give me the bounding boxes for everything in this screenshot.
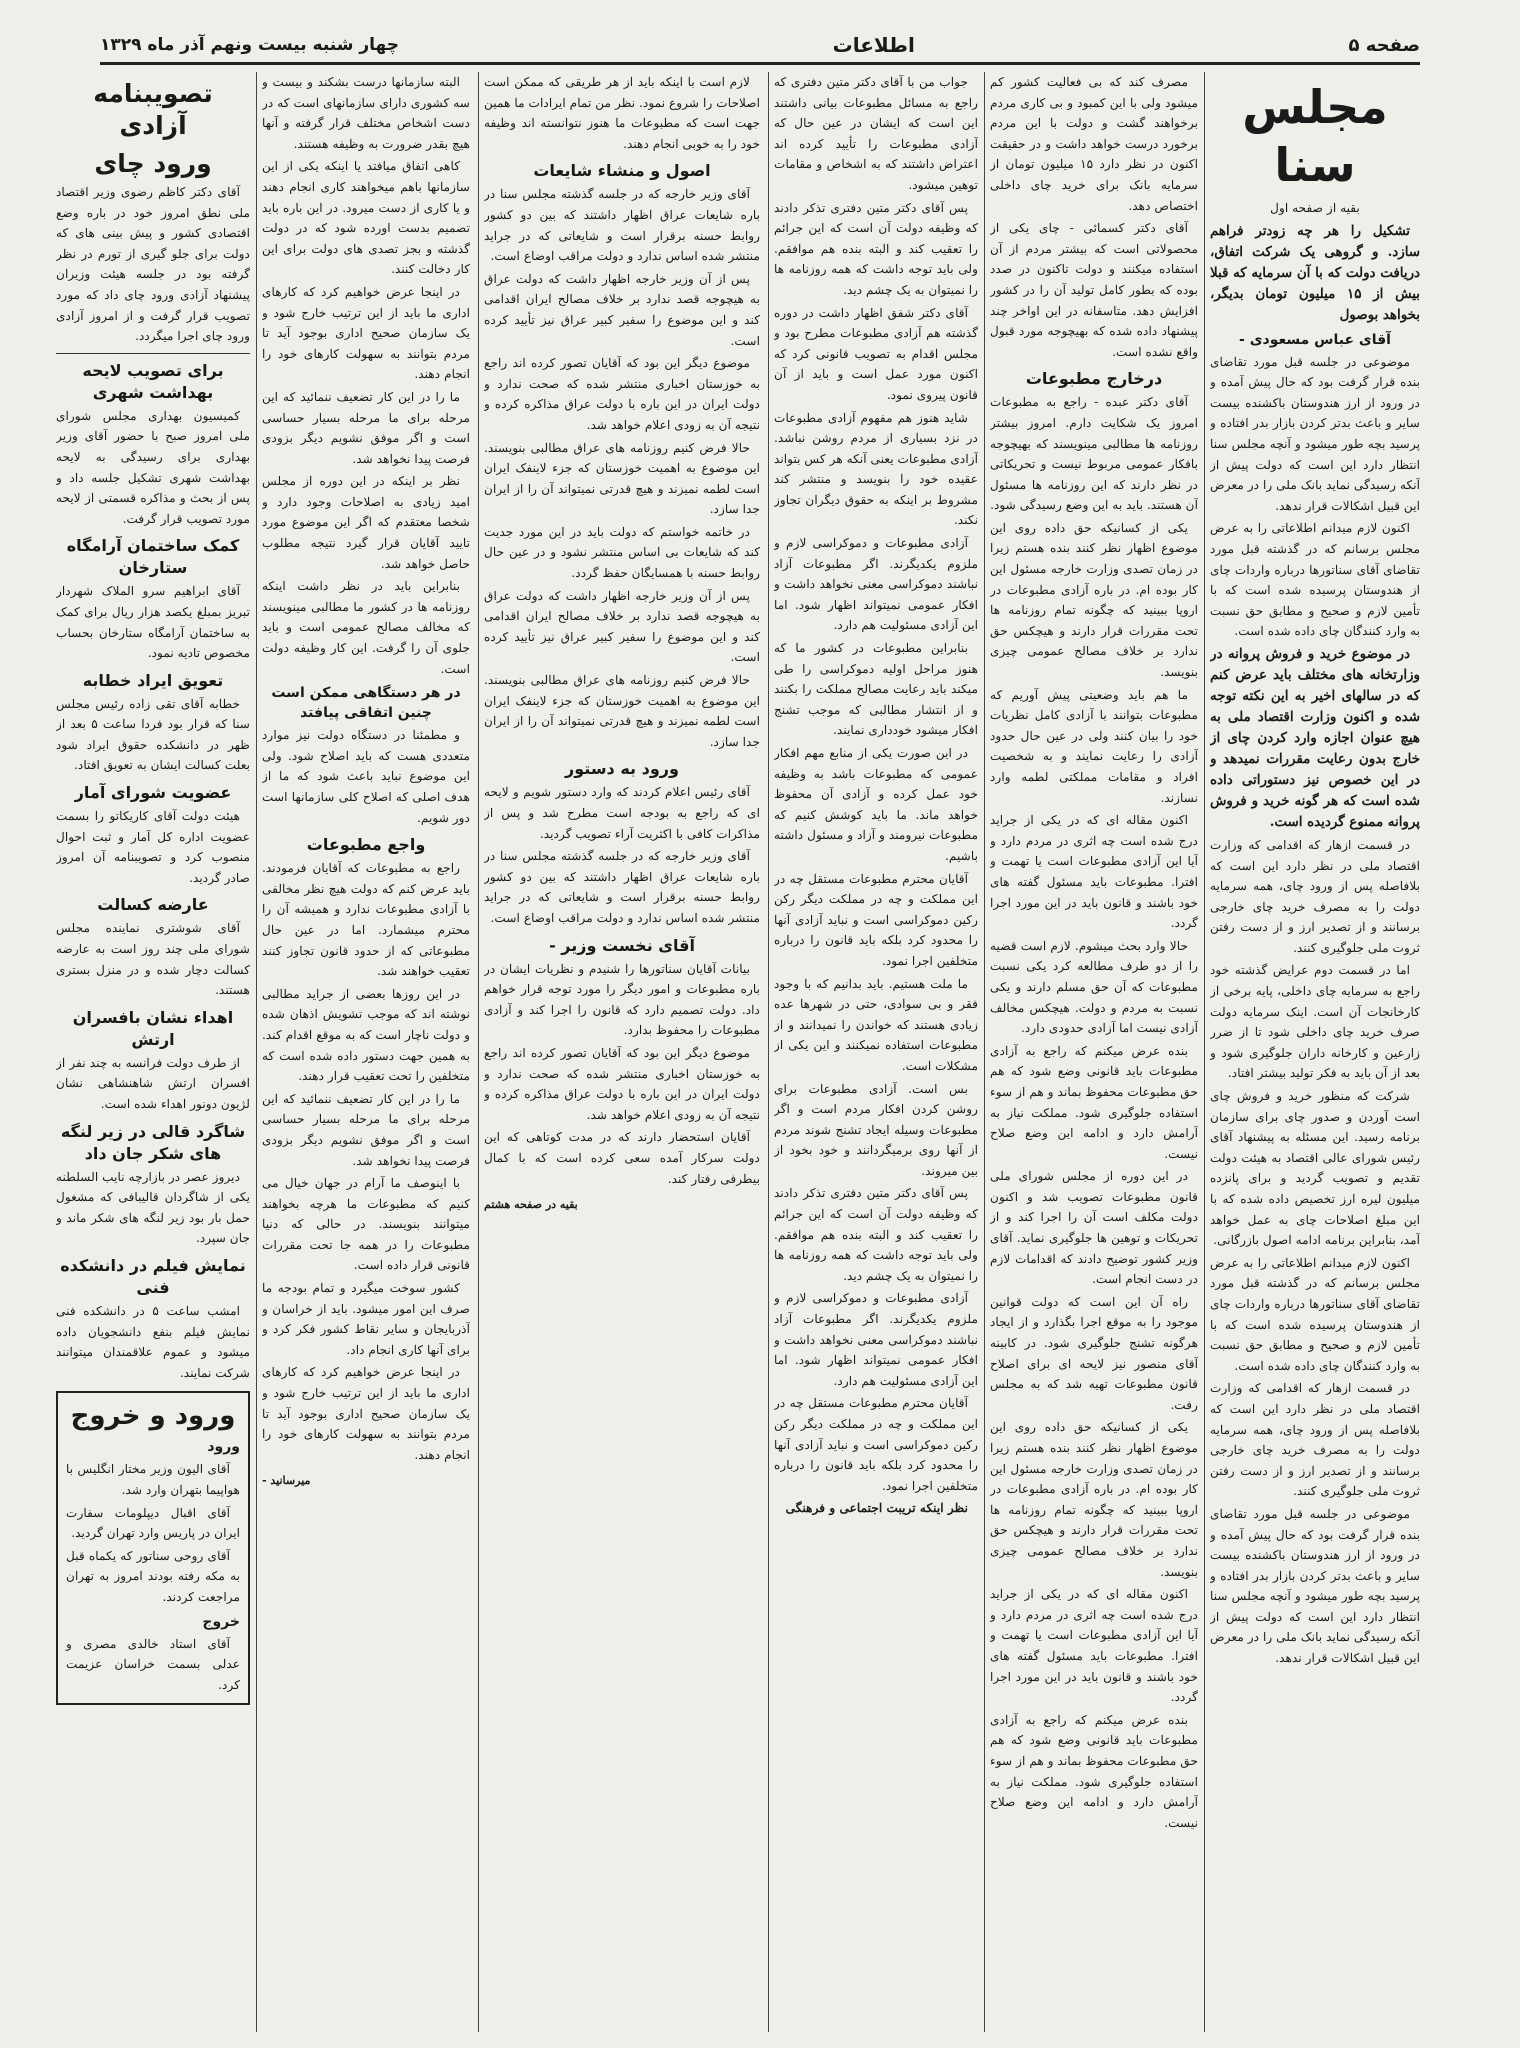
- column-5: [262, 72, 470, 2032]
- paragraph: شرکت که منظور خرید و فروش چای است آوردن و صدور چای برای سازمان برنامه رسید. این مسئله به پیشنهاد آقای رئیس شورای عالی اقتصاد به هیئت دولت تقدیم و تصویب گردید و برای پانزده میلیون لیره ارز تخصیص داده شده که با این مبلغ اصلاحات چای به عمل خواهد آمد، بنابراین برنامه ادامه اصول بازرگانی.: [1210, 1089, 1420, 1248]
- paragraph: آقای رئیس اعلام کردند که وارد دستور شویم و لایحه ای که راجع به بودجه است مطرح شد و پس از مذاکرات کافی با اکثریت آراء تصویب گردید.: [484, 785, 760, 841]
- subheading: در هر دستگاهی ممکن است چنین اتفاقی پیافتد: [271, 685, 461, 722]
- paragraph: در قسمت ازهار که اقدامی که وزارت اقتصاد ملی در نظر دارد این است که بلافاصله پس از ورود چای، همه سرمایه دولت را به مصرف خرید چای خارجی برسانند و از تصدیر ارز و از دست رفتن ثروت ملی جلوگیری کنند.: [1210, 1381, 1420, 1499]
- paragraph: ما را در این کار تضعیف ننمائید که این مرحله برای ما مرحله بسیار حساسی است و اگر موفق نشویم دیگر بزودی فرصت پیدا نخواهد شد.: [262, 389, 470, 466]
- paragraph: آقای دکتر کاظم رضوی وزیر اقتصاد ملی نطق امروز خود در باره وضع اقتصادی کشور و پیش بینی های که دولت برای جلو گیری از تورم در نظر گرفته بود در جلسه هیئت وزیران پیشنهاد آزادی ورود چای داد که مورد تصویب قرار گرفت و از امروز آزادی ورود چای اجرا میگردد.: [56, 185, 250, 344]
- paragraph: پس از آن وزیر خارجه اظهار داشت که دولت عراق به هیچوجه قصد ندارد بر خلاف مصالح ایران اقدامی کند و این موضوع را سفیر کبیر عراق نیز تأیید کرده است.: [484, 588, 760, 665]
- continued-note: بقیه از صفحه اول: [1270, 201, 1360, 215]
- subheading: عارضه کسالت: [97, 895, 209, 915]
- page-number: صفحه ۵: [1348, 34, 1420, 56]
- paragraph: آقای اقبال دیپلومات سفارت ایران در پاریس وارد تهران گردید.: [66, 1505, 240, 1541]
- paragraph: نظر اینکه تریبت اجتماعی و فرهنگی: [785, 1501, 968, 1516]
- subheading: درخارج مطبوعات: [1025, 369, 1163, 389]
- paragraph: لازم است با اینکه باید از هر طریقی که ممکن است اصلاحات را شروع نمود. نظر من تمام ایرادات ما همین جهت است که مطبوعات ما هنوز نتوانسته اند وظیفه خود را به خوبی انجام دهند.: [484, 75, 760, 151]
- paragraph: بنده عرض میکنم که راجع به آزادی مطبوعات باید قانونی وضع شود که هم حق مطبوعات محفوظ بماند و هم از سوء استفاده جلوگیری شود. مملکت نیاز به آرامش دارد و ادامه این وضع صلاح نیست.: [990, 1712, 1198, 1830]
- paragraph: در این صورت یکی از منابع مهم افکار عمومی که مطبوعات باشد به وظیفه خود عمل کرده و آزادی آن محفوظ خواهد ماند. ما باید کوشش کنیم که مطبوعات نیرومند و آزاد و مسئول داشته باشیم.: [774, 746, 978, 863]
- paragraph: اکنون مقاله ای که در یکی از جراید درج شده است چه اثری در مردم دارد و آیا این آزادی مطبوعات است یا تهمت و افترا. مطبوعات باید مسئول گفته های خود باشند و قانون باید در این مورد اجرا گردد.: [990, 813, 1198, 931]
- column-divider: [768, 72, 769, 2032]
- paragraph: امشب ساعت ۵ در دانشکده فنی نمایش فیلم بنفع دانشجویان داده میشود و عموم علاقمندان میتوانند شرکت نمایند.: [56, 1303, 250, 1380]
- paragraph: حالا فرض کنیم روزنامه های عراق مطالبی بنویسند. این موضوع به اهمیت خوزستان که جزء لاینفک ایران است لطمه نمیزند و هیچ قدرتی نمیتواند آن را از ایران جدا سازد.: [484, 673, 760, 749]
- paragraph: پس از آن وزیر خارجه اظهار داشت که دولت عراق به هیچوجه قصد ندارد بر خلاف مصالح ایران اقدامی کند و این موضوع را سفیر کبیر عراق نیز تأیید کرده است.: [484, 271, 760, 348]
- paragraph: شاید هنوز هم مفهوم آزادی مطبوعات در نزد بسیاری از مردم روشن نباشد. آزادی مطبوعات یعنی آنکه هر کس بتواند عقیده خود را بنویسد و منتشر کند مشروط بر اینکه به حقوق دیگران تجاوز نکند.: [774, 410, 978, 528]
- subheading: آقای عباس مسعودی -: [1239, 331, 1391, 348]
- paragraph: در قسمت ازهار که اقدامی که وزارت اقتصاد ملی در نظر دارد این است که بلافاصله پس از ورود چای، همه سرمایه دولت را به مصرف خرید چای خارجی برسانند و از تصدیر ارز و از دست رفتن ثروت ملی جلوگیری کنند.: [1210, 837, 1420, 955]
- continued-note: میرسانید -: [262, 1474, 311, 1488]
- paragraph: اکنون لازم میدانم اطلاعاتی را به عرض مجلس برسانم که در گذشته قبل مورد تقاضای آقای سناتورها درباره واردات چای از هندوستان پرسیده شده است که با تأمین لازم و صحیح و مطابق حق نسبت به وارد کنندگان چای داده شده است.: [1210, 1255, 1420, 1373]
- paragraph: خطابه آقای تقی زاده رئیس مجلس سنا که قرار بود فردا ساعت ۵ بعد از ظهر در دانشکده حقوق ایراد شود بعلت کسالت ایشان به تعویق افتاد.: [56, 696, 250, 773]
- column-divider: [984, 72, 985, 2032]
- arrivals-departures-box: [56, 1391, 250, 1705]
- paragraph: ما را در این کار تضعیف ننمائید که این مرحله برای ما مرحله بسیار حساسی است و اگر موفق نشویم دیگر بزودی فرصت پیدا نخواهد شد.: [262, 1091, 470, 1168]
- paragraph: در خاتمه خواستم که دولت باید در این مورد جدیت کند که شایعات بی اساس منتشر نشود و در عین حال روابط حسنه با همسایگان حفظ گردد.: [484, 524, 760, 581]
- paragraph: در اینجا عرض خواهیم کرد که کارهای اداری ما باید از این ترتیب خارج شود و یک سازمان صحیح اداری بوجود آید تا مردم بتوانند به سهولت کارهای خود را انجام دهند.: [262, 284, 470, 382]
- column-divider: [256, 72, 257, 2032]
- paragraph: بنده عرض میکنم که راجع به آزادی مطبوعات باید قانونی وضع شود که هم حق مطبوعات محفوظ بماند و هم از سوء استفاده جلوگیری شود. مملکت نیاز به آرامش دارد و ادامه این وضع صلاح نیست.: [990, 1043, 1198, 1161]
- paragraph: آقایان استحضار دارند که در مدت کوتاهی که این دولت سرکار آمده سعی کرده است که با کمال بیطرفی رفتار کند.: [484, 1130, 760, 1186]
- column-2: [990, 72, 1198, 2032]
- paragraph: تشکیل را هر چه زودتر فراهم سازد. و گروهی یک شرکت اتفاق، دریافت دولت که با آن سرمایه که قبلا بیش از ۱۵ میلیون تومان بدیگر، بخواهد بوصول: [1210, 222, 1420, 323]
- arrivals-departures-title: ورود و خروج: [70, 1401, 236, 1432]
- paragraph: آزادی مطبوعات و دموکراسی لازم و ملزوم یکدیگرند. اگر مطبوعات آزاد نباشند دموکراسی معنی نخواهد داشت و افکار عمومی نمیتواند اظهار شود. اما این آزادی مسئولیت هم دارد.: [774, 1291, 978, 1388]
- paragraph: یکی از کسانیکه حق داده روی این موضوع اظهار نظر کنند بنده هستم زیرا در زمان تصدی وزارت خارجه مسئول این کار بوده ام. در باره آزادی مطبوعات در اروپا ببینید که چگونه تمام روزنامه ها تحت مقررات قرار دارند و هیچکس حق ندارد بر خلاف مصالح عمومی چیزی بنویسد.: [990, 1420, 1198, 1579]
- departures-heading: خروج: [202, 1613, 240, 1630]
- paragraph: اکنون لازم میدانم اطلاعاتی را به عرض مجلس برسانم که در گذشته قبل مورد تقاضای آقای سناتورها درباره واردات چای از هندوستان پرسیده شده است که با تأمین لازم و صحیح و مطابق حق نسبت به وارد کنندگان چای داده شده است.: [1210, 521, 1420, 639]
- subheading: شاگرد قالی در زیر لنگه های شکر جان داد: [60, 1121, 246, 1163]
- paragraph: در این روزها بعضی از جراید مطالبی نوشته اند که موجب تشویش اذهان شده و دولت ناچار است که به موقع اقدام کند. به همین جهت دستور داده شده است که متخلفین را تحت تعقیب قرار دهند.: [262, 986, 470, 1084]
- paragraph: پس آقای دکتر متین دفتری تذکر دادند که وظیفه دولت آن است که این جرائم را تعقیب کند و البته بنده هم موافقم. ولی باید توجه داشت که همه روزنامه ها را نمیتوان به یک چشم دید.: [774, 1186, 978, 1283]
- paragraph: موضوع دیگر این بود که آقایان تصور کرده اند راجع به خوزستان اخباری منتشر شده که صحت ندارد و دولت ایران در این باره با دولت عراق مذاکره کرده و نتیجه آن به زودی اعلام خواهد شد.: [484, 1045, 760, 1122]
- subheading: کمک ساختمان آرامگاه ستارخان: [66, 536, 240, 578]
- paragraph: ما هم باید وضعیتی پیش آوریم که مطبوعات بتوانند با آزادی کامل نظریات خود را بیان کنند ولی در عین حال حدود آزادی را رعایت نمایند و به شخصیت افراد و مقامات مملکتی لطمه وارد نسازند.: [990, 687, 1198, 805]
- paragraph: حالا وارد بحث میشوم. لازم است قضیه را از دو طرف مطالعه کرد یکی نسبت مطبوعات که آن حق مسلم دارند و یکی نسبت به مردم و دولت. هیچکس مخالف آزادی نیست اما آزادی حدودی دارد.: [990, 938, 1198, 1036]
- paragraph: موضوعی در جلسه قبل مورد تقاضای بنده قرار گرفت بود که حال پیش آمده و در ورود از ارز هندوستان باکشنده بیست سایر و باعث بدتر کردن بازار بدر افتاده و پرسید بچه طور میشود و آنچه مجلس سنا انتظار دارد این است که دولت پیش از آنکه رسیدگی نماید بانک ملی را در معرض این قبیل اشکالات قرار ندهد.: [1210, 354, 1420, 513]
- paragraph: در این دوره از مجلس شورای ملی قانون مطبوعات تصویب شد و اکنون دولت مکلف است آن را اجرا کند و از تحریکات و توهین ها جلوگیری نماید. آقای وزیر کشور توضیح دادند که اقدامات لازم در دست انجام است.: [990, 1169, 1198, 1287]
- paragraph: موضوعی در جلسه قبل مورد تقاضای بنده قرار گرفت بود که حال پیش آمده و در ورود از ارز هندوستان باکشنده بیست سایر و باعث بدتر کردن بازار بدر افتاده و پرسید بچه طور میشود و آنچه مجلس سنا انتظار دارد این است که دولت پیش از آنکه رسیدگی نماید بانک ملی را در معرض این قبیل اشکالات قرار ندهد.: [1210, 1506, 1420, 1666]
- paper-name: اطلاعات: [832, 33, 915, 57]
- tea-import-box: [56, 78, 250, 354]
- paragraph: آزادی مطبوعات و دموکراسی لازم و ملزوم یکدیگرند. اگر مطبوعات آزاد نباشند دموکراسی معنی نخواهد داشت و افکار عمومی نمیتواند اظهار شود. اما این آزادی مسئولیت هم دارد.: [774, 536, 978, 633]
- paragraph: آقای دکتر شفق اظهار داشت در دوره گذشته هم آزادی مطبوعات مطرح بود و مجلس اقدام به تصویب قانونی کرد که اکنون مورد عمل است و باید از آن قانون پیروی نمود.: [774, 305, 978, 402]
- paragraph: اکنون مقاله ای که در یکی از جراید درج شده است چه اثری در مردم دارد و آیا این آزادی مطبوعات است یا تهمت و افترا. مطبوعات باید مسئول گفته های خود باشند و قانون باید در این مورد اجرا گردد.: [990, 1587, 1198, 1705]
- headline-tea-decree: تصویبنامه آزادی: [93, 79, 213, 140]
- subheading: اصول و منشاء شایعات: [533, 161, 711, 181]
- paragraph: راجع به مطبوعات که آقایان فرمودند. باید عرض کنم که دولت هیچ نظر مخالفی با آزادی مطبوعات ندارد و همیشه آن را محترم میشمارد. اما در عین حال مطبوعاتی که از حدود قانون تجاوز کنند تعقیب خواهند شد.: [262, 861, 470, 979]
- paragraph: در موضوع خرید و فروش پروانه در وزارتخانه های مختلف باید عرض کنم که در سالهای اخیر به این نکته توجه شده و اکنون وزارت اقتصاد ملی به هیچ عنوان اجازه وارد کردن چای از خارج بدون رعایت مقررات نمیدهد و در این خصوص نیز دستوراتی داده شده است که هر گونه خرید و فروش پروانه ممنوع گردیده است.: [1210, 645, 1420, 830]
- masthead: [100, 28, 1420, 65]
- column-senate: [1210, 72, 1420, 2032]
- subheading: اهداء نشان بافسران ارتش: [72, 1007, 234, 1049]
- paragraph: کاهی اتفاق میافتد یا اینکه یکی از این سازمانها باهم میخواهند کاری انجام دهند و یا کاری از دست میرود. در این باره باید تصمیم بدست اورده شود که در دولت گذشته و بجز تصدی های دولت برای این کار دخالت کنند.: [262, 159, 470, 277]
- column-news-briefs: [56, 72, 250, 2032]
- paragraph: البته سازمانها درست بشکند و بیست و سه کشوری دارای سازمانهای است که در دست اشخاص مختلف قرار گرفته و آنها هیچ بقدر ضرورت به وظیفه هستند.: [262, 75, 470, 151]
- subheading: نمایش فیلم در دانشکده فنی: [60, 1255, 246, 1297]
- paragraph: آقای وزیر خارجه که در جلسه گذشته مجلس سنا در باره شایعات عراق اظهار داشتند که بین دو کشور روابط حسنه برقرار است و شایعاتی که در جراید منتشر شده اساس ندارد و دولت مراقب اوضاع است.: [484, 849, 760, 925]
- paragraph: آقایان محترم مطبوعات مستقل چه در این مملکت و چه در مملکت دیگر رکن رکین دموکراسی است و نباید آزادی آنها را محدود کرد بلکه باید قانون را درباره متخلفین اجرا نمود.: [774, 871, 978, 968]
- subheading: برای تصویب لایحه بهداشت شهری: [82, 360, 224, 402]
- paragraph: بنابراین باید در نظر داشت اینکه روزنامه ها در کشور ما مطالبی مینویسند که مخالف مصالح عمومی است و باید جلوی آن را گرفت. این کار وظیفه دولت است.: [262, 579, 470, 676]
- subheading: واجع مطبوعات: [306, 835, 426, 855]
- paragraph: ما ملت هستیم. باید بدانیم که با وجود فقر و بی سوادی، حتی در شهرها عده زیادی هستند که خواندن را نمیدانند و از مطبوعات استفاده نمیکنند و این یکی از مشکلات است.: [774, 976, 978, 1073]
- paragraph: آقای شوشتری نماینده مجلس شورای ملی چند روز است به عارضه کسالت دچار شده و در منزل بستری هستند.: [56, 921, 250, 998]
- paragraph: آقای الیون وزیر مختار انگلیس با هواپیما بتهران وارد شد.: [66, 1462, 240, 1497]
- arrivals-heading: ورود: [207, 1439, 240, 1456]
- subheading: عضویت شورای آمار: [74, 783, 232, 803]
- column-4: [484, 72, 760, 2032]
- paragraph: آقای وزیر خارجه که در جلسه گذشته مجلس سنا در باره شایعات عراق اظهار داشتند که بین دو کشور روابط حسنه برقرار است و شایعاتی که در جراید منتشر شده اساس ندارد و دولت مراقب اوضاع است.: [484, 187, 760, 264]
- continued-note: بقیه در صفحه هشتم: [484, 1198, 578, 1212]
- paragraph: در اینجا عرض خواهیم کرد که کارهای اداری ما باید از این ترتیب خارج شود و یک سازمان صحیح اداری بوجود آید تا مردم بتوانند به سهولت کارهای خود را انجام دهند.: [262, 1365, 470, 1462]
- paragraph: اما در قسمت دوم عرایض گذشته خود راجع به سرمایه چای داخلی، پایه برخی از کارخانجات آن است. اینک سرمایه دولت صرف خرید چای داخلی شود تا از ضرر زارعین و کارخانه داران جلوگیری شود و بعد از آن باید به فکر تولید بیشتر افتاد.: [1210, 963, 1420, 1081]
- paragraph: آقای دکتر عبده - راجع به مطبوعات امروز یک شکایت دارم. امروز بیشتر روزنامه ها مطالبی مینویسند که بهیچوجه بافکار عمومی مربوط نیست و تحریکاتی در نظر دارند که این روزنامه ها مسئول آن هستند. باید به این وضع رسیدگی شود.: [990, 395, 1198, 513]
- paragraph: پس آقای دکتر متین دفتری تذکر دادند که وظیفه دولت آن است که این جرائم را تعقیب کند و البته بنده هم موافقم. ولی باید توجه داشت که همه روزنامه ها را نمیتوان به یک چشم دید.: [774, 200, 978, 297]
- paragraph: جواب من با آقای دکتر متین دفتری که راجع به مسائل مطبوعات بیانی داشتند این است که ایشان در عین حال که آزادی مطبوعات را تأیید کرده اند اعتراض داشتند که به اشخاص و مقامات توهین میشود.: [774, 75, 978, 192]
- paragraph: هیئت دولت آقای کاریکاتو را بسمت عضویت اداره کل آمار و ثبت احوال منصوب کرد و تصویبنامه آن امروز صادر گردید.: [56, 809, 250, 885]
- paragraph: نظر بر اینکه در این دوره از مجلس امید زیادی به اصلاحات وجود دارد و شخصا معتقدم که اگر این موضوع مورد تایید آقایان قرار گیرد نتیجه مطلوب حاصل خواهد شد.: [262, 474, 470, 571]
- headline-tea-import: ورود چای: [94, 149, 212, 178]
- paragraph: موضوع دیگر این بود که آقایان تصور کرده اند راجع به خوزستان اخباری منتشر شده که صحت ندارد و دولت ایران در این باره با دولت عراق مذاکره کرده و نتیجه آن به زودی اعلام خواهد شد.: [484, 356, 760, 432]
- paragraph: دیروز عصر در بازارچه نایب السلطنه یکی از شاگردان قالیبافی که مشغول حمل بار بود زیر لنگه های شکر ماند و جان سپرد.: [56, 1169, 250, 1246]
- paragraph: کشور سوخت میگیرد و تمام بودجه ما صرف این امور میشود. باید از خراسان و آذربایجان و سایر نقاط کشور فکر کرد و برای آنها کاری انجام داد.: [262, 1281, 470, 1357]
- paragraph: راه آن این است که دولت قوانین موجود را به موقع اجرا بگذارد و از ایجاد هرگونه تشنج جلوگیری شود. در کابینه آقای منصور نیز لایحه ای برای اصلاح قانون مطبوعات تهیه شد که به مجلس رفت.: [990, 1294, 1198, 1412]
- column-divider: [1204, 72, 1205, 2032]
- paragraph: یکی از کسانیکه حق داده روی این موضوع اظهار نظر کنند بنده هستم زیرا در زمان تصدی وزارت خارجه مسئول این کار بوده ام. در باره آزادی مطبوعات در اروپا ببینید که چگونه تمام روزنامه ها تحت مقررات قرار دارند و هیچکس حق ندارد بر خلاف مصالح عمومی چیزی بنویسد.: [990, 520, 1198, 680]
- paragraph: بس است. آزادی مطبوعات برای روشن کردن افکار مردم است و اگر مطبوعات وسیله ایجاد تشنج شوند مردم از آنها روی برمیگردانند و خود بخود از بین میروند.: [774, 1081, 978, 1178]
- paragraph: کمیسیون بهداری مجلس شورای ملی امروز صبح با حضور آقای وزیر بهداری برای رسیدگی به لایحه بهداشت شهری تشکیل جلسه داد و پس از بحث و مذاکره قسمتی از لایحه مورد تصویب قرار گرفت.: [56, 408, 250, 526]
- paragraph: آقای ابراهیم سرو الملاک شهردار تبریز بمبلغ یکصد هزار ریال برای کمک به ساختمان آرامگاه ستارخان بحساب مخصوص تادیه نمود.: [56, 584, 250, 661]
- paragraph: از طرف دولت فرانسه به چند نفر از افسران ارتش شاهنشاهی نشان لژیون دونور اهداء شده است.: [56, 1055, 250, 1111]
- paragraph: مصرف کند که بی فعالیت کشور کم میشود ولی با این کمبود و بی کاری مردم برخواهند گشت و دولت با این مردم برخورد درست خواهد داشت و در حقیقت اکنون در نظر دارد ۱۵ میلیون تومان از سرمایه بانک برای خرید چای داخلی اختصاص دهد.: [990, 75, 1198, 213]
- paragraph: با اینوصف ما آرام در جهان خیال می کنیم که مطبوعات ما هرچه بخواهند میتوانند بنویسند. در حالی که دنیا مطبوعات را در همه جا تحت مقررات قانونی قرار داده است.: [262, 1176, 470, 1273]
- issue-date: چهار شنبه بیست ونهم آذر ماه ۱۳۲۹: [100, 35, 399, 55]
- column-3: [774, 72, 978, 2032]
- headline-senate: مجلس سنا: [1242, 80, 1388, 192]
- paragraph: آقایان محترم مطبوعات مستقل چه در این مملکت و چه در مملکت دیگر رکن رکین دموکراسی است و نباید آزادی آنها را محدود کرد بلکه باید قانون را درباره متخلفین اجرا نمود.: [774, 1396, 978, 1493]
- subheading: تعویق ایراد خطابه: [82, 670, 224, 690]
- paragraph: حالا فرض کنیم روزنامه های عراق مطالبی بنویسند. این موضوع به اهمیت خوزستان که جزء لاینفک ایران است لطمه نمیزند و هیچ قدرتی نمیتواند آن را از ایران جدا سازد.: [484, 440, 760, 517]
- column-divider: [478, 72, 479, 2032]
- subheading: ورود به دستور: [565, 759, 679, 779]
- paragraph: آقای دکتر کسمائی - چای یکی از محصولاتی است که بیشتر مردم از آن استفاده میکنند و دولت تاکنون در صدد بوده که بطور کامل تولید آن را در کشور افزایش دهد. متاسفانه در این اواخر چند پیشنهاد داده شده که بهیچوجه مورد قبول واقع نشده است.: [990, 221, 1198, 359]
- paragraph: بیانات آقایان سناتورها را شنیدم و نظریات ایشان در باره مطبوعات و امور دیگر را مورد توجه قرار خواهم داد. دولت تصمیم دارد که قانون را اجرا کند و آزادی مطبوعات را محفوظ بدارد.: [484, 961, 760, 1038]
- paragraph: آقای استاد خالدی مصری و عدلی بسمت خراسان عزیمت کرد.: [66, 1636, 240, 1692]
- paragraph: آقای روحی سناتور که یکماه قبل به مکه رفته بودند امروز به تهران مراجعت کردند.: [66, 1548, 240, 1604]
- paragraph: و مطمئنا در دستگاه دولت نیز موارد متعددی هست که باید اصلاح شود. ولی این موضوع نباید باعث شود که ما از هدف اصلی که اصلاح کلی سازمانها است دور شویم.: [262, 728, 470, 825]
- subheading: آقای نخست وزیر -: [549, 935, 695, 955]
- paragraph: بنابراین مطبوعات در کشور ما که هنوز مراحل اولیه دموکراسی را طی میکند باید رعایت مصالح مملکت را بکنند و از انتشار مطالبی که موجب تشنج افکار میشود خودداری نمایند.: [774, 641, 978, 738]
